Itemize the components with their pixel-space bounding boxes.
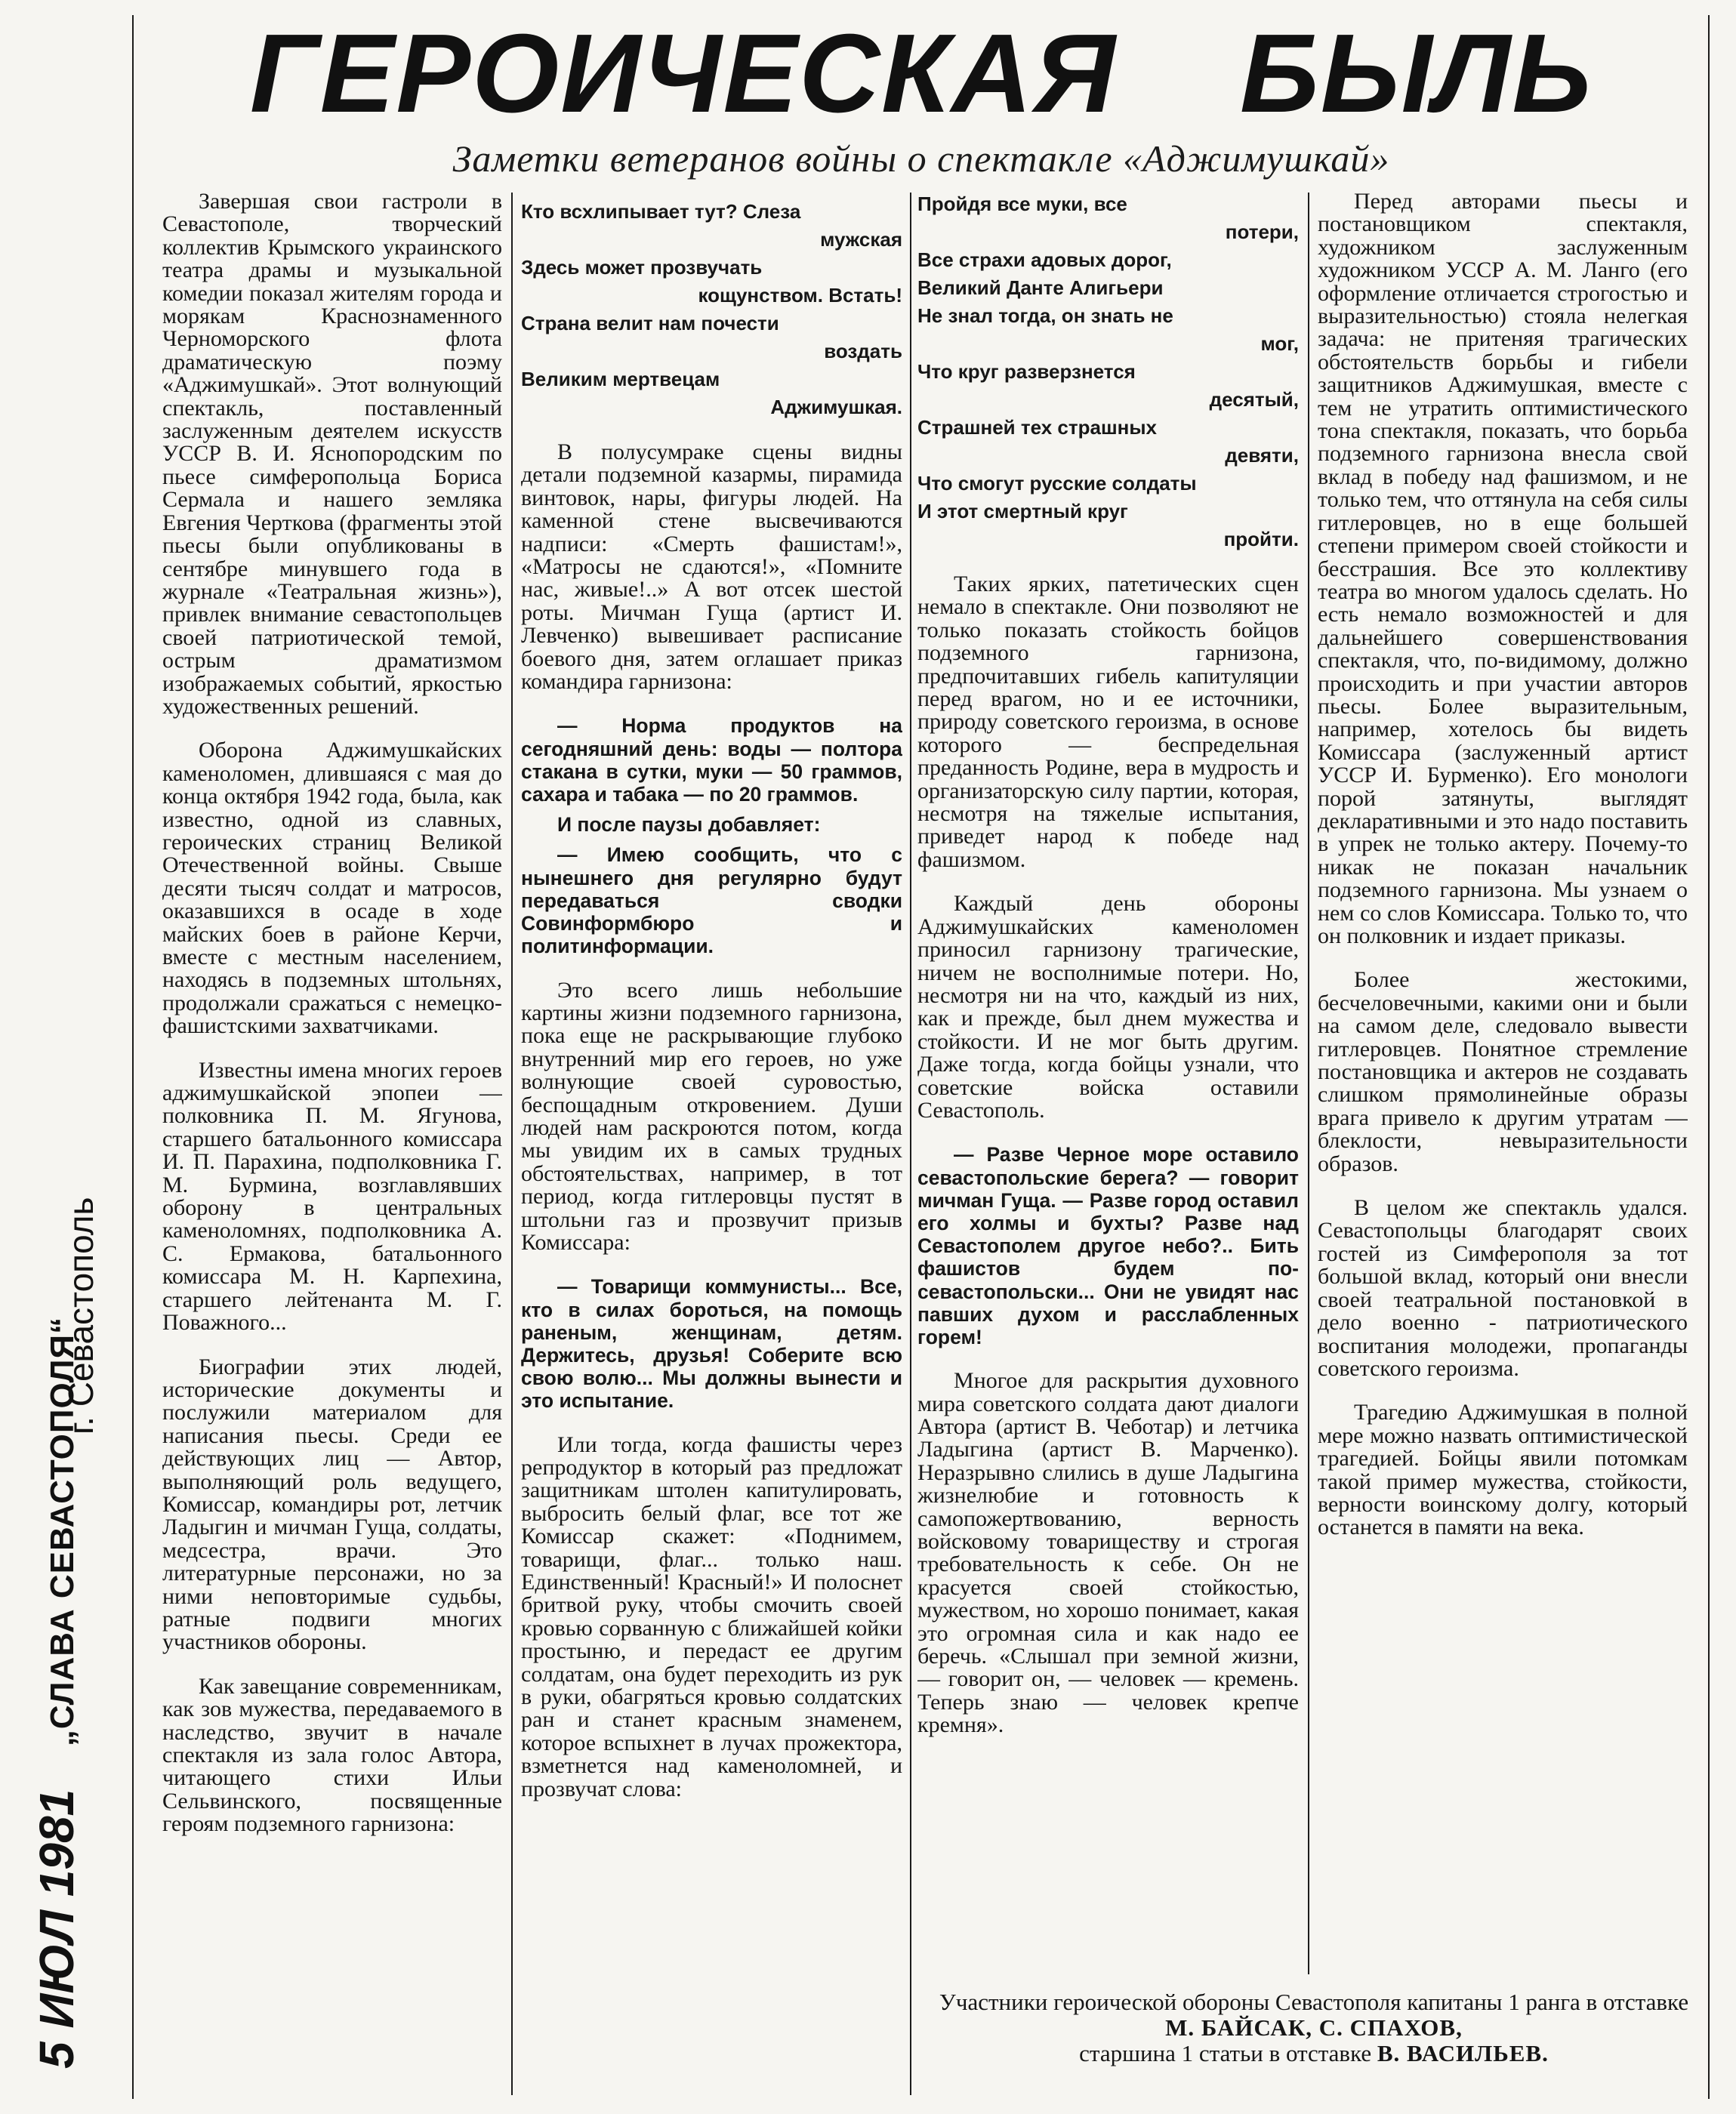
- poem-line: Кто всхлипывает тут? Слеза: [521, 200, 801, 223]
- paragraph: Известны имена многих героев аджимушкайской эпопеи — полковника П. М. Ягунова, старшего батальонного комиссара И. П. Парахина, подполковника Г. М. Бурмина, возглавлявших оборону в центральных каменоломнях, подполковника А. С. Ермакова, батальонного комиссара М. Н. Карпехина, старшего лейтенанта М. Г. Поважного...: [162, 1057, 502, 1336]
- poem-dante: [917, 190, 1299, 553]
- paragraph: Биографии этих людей, исторические документы и послужили материалом для написания пьесы. Среди ее действующих лиц — Автор, выполняющий роль ведущего, Комиссар, командиры рот, летчик Ладыгин и мичман Гуща, солдаты, медсестра, врачи. Это литературные персонажи, но за ними неповторимые судьбы, ратные подвиги многих участников обороны.: [162, 1354, 502, 1655]
- poem-line: девяти,: [1225, 444, 1299, 467]
- quote-paragraph: И после паузы добавляет:: [557, 813, 821, 837]
- poem-line: Страшней тех страшных: [917, 416, 1158, 439]
- paragraph: Как завещание современникам, как зов мужества, передаваемого в наследство, звучит в начале спектакля из зала голос Автора, читающего стихи Ильи Сельвинского, посвященные героям подземного гарнизона:: [162, 1673, 502, 1837]
- poem-selvinsky: [521, 198, 902, 421]
- poem-line: Великим мертвецам: [521, 368, 720, 390]
- poem-line: Пройдя все муки, все: [917, 193, 1127, 215]
- clipping-city: г. Севастополь: [61, 1197, 100, 1434]
- poem-line: Аджимушкая.: [770, 396, 902, 418]
- clipping-newspaper: „СЛАВА СЕВАСТОПОЛЯ“: [44, 1316, 81, 1747]
- paragraph: Оборона Аджимушкайских каменоломен, длившаяся с мая до конца октября 1942 года, была, как известно, одной из славных, героических страниц Великой Отечественной войны. Свыше десяти тысяч солдат и матросов, оказавшихся в осаде в ходе майских боев в районе Керчи, вместе с местным населением, находясь в подземных штольнях, продолжали сражаться с немецко-фашистскими захватчиками.: [162, 738, 502, 1039]
- clipping-city-stamp: [62, 1117, 107, 1457]
- subheadline: Заметки ветеранов войны о спектакле «Аджимушкай»: [452, 137, 1390, 180]
- poem-line: мужская: [820, 228, 902, 251]
- poem-line: воздать: [824, 340, 902, 362]
- paragraph: Это всего лишь небольшие картины жизни подземного гарнизона, пока еще не раскрывающие глубоко внутренний мир его героев, но уже волнующие своей суровостью, беспощадным откровением. Души людей нам раскроются потом, когда мы увидим их в самых трудных обстоятельствах, например, в тот период, когда гитлеровцы пустят в штольни газ и прозвучит призыв Комиссара:: [521, 977, 902, 1255]
- column-rule-2: [910, 193, 911, 2095]
- quote-paragraph: — Норма продуктов на сегодняшний день: воды — полтора стакана в сутки, муки — 50 граммов, сахара и табака — по 20 граммов.: [521, 714, 902, 806]
- paragraph: Или тогда, когда фашисты через репродуктор в который раз предложат защитникам штолен капитулировать, выбросить белый флаг, все тот же Комиссар скажет: «Поднимем, товарищи, флаг... только наш. Единственный! Красный!» И полоснет бритвой руку, чтобы смочить своей кровью сорванную с ближайшей койки простыню, и передаст ее другим солдатам, она будет переходить из рук в руки, обагряться кровью солдатских ран и станет красным знаменем, которое вспыхнет в лучах прожектора, взметнется над каменоломней, и прозвучат слова:: [521, 1431, 902, 1801]
- paragraph: Более жестокими, бесчеловечными, какими они и были на самом деле, следовало вывести гитлеровцев. Понятное стремление постановщика и актеров не создавать слишком прямолинейные образы врага привело к другим утратам — блеклости, невыразительности образов.: [1318, 967, 1688, 1176]
- poem-line: Что смогут русские солдаты: [917, 472, 1197, 495]
- poem-line: десятый,: [1209, 388, 1299, 411]
- paragraph: В целом же спектакль удался. Севастопольцы благодарят своих гостей из Симферополя за тот большой вклад, который они внесли своей театральной постановкой в дело военно - патриотического воспитания молодежи, пропаганды советского героизма.: [1318, 1195, 1688, 1381]
- poem-line: пройти.: [1223, 528, 1299, 550]
- paragraph: В полусумраке сцены видны детали подземной казармы, пирамида винтовок, нары, фигуры людей. На каменной стене высвечиваются надписи: «Смерть фашистам!», «Матросы не сдаются!», «Помните нас, живые!..» А вот отсек шестой роты. Мичман Гуща (артист И. Левченко) вывешивает расписание боевого дня, затем оглашает приказ командира гарнизона:: [521, 439, 902, 695]
- paragraph: Перед авторами пьесы и постановщиком спектакля, художником заслуженным художником УССР А. М. Ланго (его оформление отличается строгостью и выразительностью) стояла нелегкая задача: не притеняя трагических обстоятельств борьбы и гибели защитников Аджимушкая, вместе с тем не утратить оптимистического тона спектакля, показать, что борьба подземного гарнизона внесла свой вклад в победу над фашизмом, и не только тем, что оттянула на себя силы гитлеровцев, но в еще большей степени примером своей стойкости и бесстрашия. Все это коллективу театра во многом удалось сделать. Но есть немало возможностей и для дальнейшего совершенствования спектакля, что, по-видимому, должно происходить и при участии авторов пьесы. Более выразительным, например, хотелось бы видеть Комиссара (заслуженный артист УССР И. Бурменко). Его монологи порой затянуты, выглядят декларативными и это надо поставить в упрек не только актеру. Почему-то никак не показан начальник подземного гарнизона. Мы узнаем о нем со слов Комиссара. Только то, что он полковник и издает приказы.: [1318, 190, 1688, 948]
- signature-names: М. БАЙСАК, С. СПАХОВ,: [1165, 2014, 1463, 2041]
- signature-names: В. ВАСИЛЬЕВ.: [1377, 2040, 1549, 2066]
- poem-line: Что круг разверзнется: [917, 360, 1136, 383]
- quote-paragraph: — Разве Черное море оставило севастопольские берега? — говорит мичман Гуща. — Разве город оставил его холмы и бухты? Разве над Севастополем другое небо?.. Бить фашистов будем по-севастопольски... Они не увидят нас павших духом и расслабленных горем!: [917, 1143, 1299, 1348]
- article-signature: [929, 1989, 1699, 2066]
- column-rule-1: [511, 193, 513, 2095]
- quote-paragraph: — Имею сообщить, что с нынешнего дня регулярно будут передаваться сводки Совинформбюро и политинформации.: [521, 843, 902, 958]
- paragraph: Завершая свои гастроли в Севастополе, творческий коллектив Крымского украинского театра драмы и музыкальной комедии показал жителям города и морякам Краснознаменного Черноморского флота драматическую поэму «Аджимушкай». Этот волнующий спектакль, поставленный заслуженным деятелем искусств УССР В. И. Яснопородским по пьесе симферопольца Бориса Сермала и нашего земляка Евгения Черткова (фрагменты этой пьесы были опубликованы в сентябре минувшего года в журнале «Театральная жизнь»), привлек внимание севастопольцев своей патриотической темой, острым драматизмом изображаемых событий, яркостью художественных решений.: [162, 190, 502, 719]
- paragraph: Таких ярких, патетических сцен немало в спектакле. Они позволяют не только показать стойкость бойцов подземного гарнизона, предпочитавших гибель капитуляции перед врагом, но и ее источники, природу советского героизма, в основе которого — беспредельная преданность Родине, вера в мудрость и организаторскую силу партии, которая, несмотря на тяжелые испытания, приведет народ к победе над фашизмом.: [917, 572, 1299, 872]
- poem-line: Не знал тогда, он знать не: [917, 304, 1173, 327]
- column-rule-3: [1308, 193, 1309, 1974]
- poem-line: Все страхи адовых дорог,: [917, 248, 1172, 271]
- poem-line: мог,: [1260, 332, 1299, 355]
- article-column-3: [917, 190, 1299, 1972]
- signature-intro: Участники героической обороны Севастополя капитаны 1 ранга в отставке: [939, 1989, 1689, 2015]
- paragraph: Трагедию Аджимушкая в полной мере можно назвать оптимистической трагедией. Бойцы явили потомкам такой пример мужества, стойкости, верности воинскому долгу, который останется в памяти на века.: [1318, 1400, 1688, 1540]
- signature-rank: старшина 1 статьи в отставке: [1079, 2040, 1372, 2066]
- poem-line: Страна велит нам почести: [521, 312, 779, 334]
- clipping-date: 5 ИЮЛ 1981: [29, 1789, 84, 2069]
- paragraph: Многое для раскрытия духовного мира советского солдата дают диалоги Автора (артист В. Чеботар) и летчика Ладыгина (артист В. Марченко). Неразрывно слились в душе Ладыгина жизнелюбие и готовность к самопожертвованию, верность войсковому товариществу и строгая требовательность к себе. Он не красуется своей стойкостью, мужеством, но хорошо понимает, какая это огромная сила и как надо ее беречь. «Слышал при земной жизни, — говорит он, — человек — кремень. Теперь знаю — человек крепче кремня».: [917, 1368, 1299, 1738]
- poem-line: И этот смертный круг: [917, 500, 1128, 522]
- poem-line: кощунством. Встать!: [698, 284, 902, 307]
- article-column-2: [521, 190, 902, 2093]
- quote-paragraph: — Товарищи коммунисты... Все, кто в силах бороться, на помощь раненым, женщинам, детям. Держитесь, друзья! Соберите всю свою волю... Мы должны вынести и это испытание.: [521, 1275, 902, 1413]
- poem-line: Здесь может прозвучать: [521, 256, 763, 279]
- poem-line: Великий Данте Алигьери: [917, 276, 1164, 299]
- poem-line: потери,: [1225, 220, 1299, 243]
- headline: ГЕРОИЧЕСКАЯ БЫЛЬ: [249, 11, 1593, 136]
- column-rule-right: [1708, 15, 1710, 2099]
- article-column-4: [1318, 190, 1688, 1972]
- column-rule-left: [132, 15, 134, 2099]
- paragraph: Каждый день обороны Аджимушкайских каменоломен приносил гарнизону трагические, ничем не восполнимые потери. Но, несмотря ни на что, каждый из них, как и прежде, был днем мужества и стойкости. И не мог быть другим. Даже тогда, когда бойцы узнали, что советские войска оставили Севастополь.: [917, 891, 1299, 1123]
- article-column-1: [162, 190, 502, 2093]
